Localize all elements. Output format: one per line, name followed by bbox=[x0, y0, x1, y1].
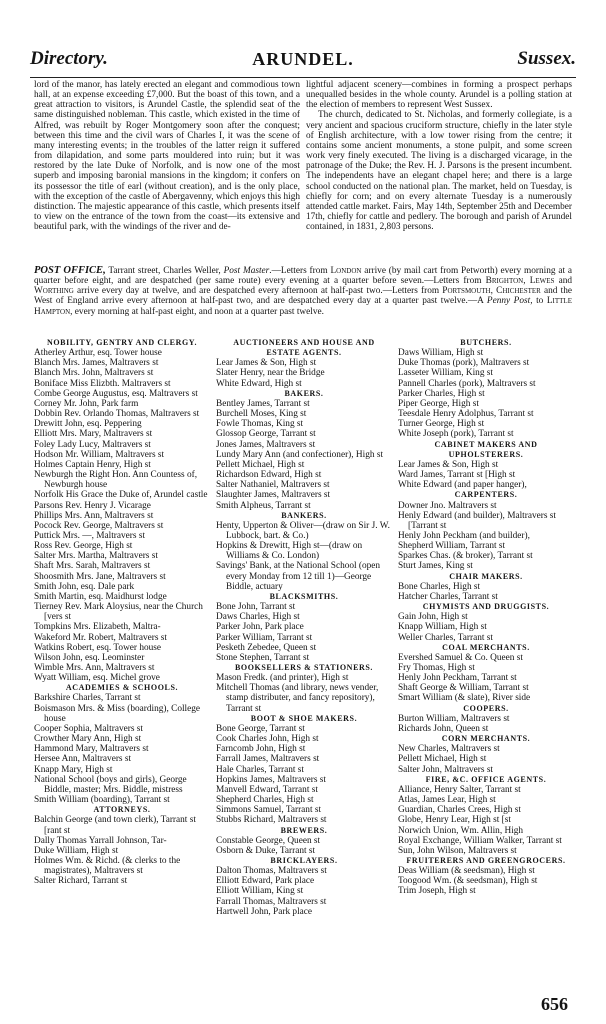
directory-entry: Royal Exchange, William Walker, Tarrant st bbox=[398, 835, 562, 846]
trade-heading: BANKERS. bbox=[281, 510, 327, 520]
directory-entry: Evershed Samuel & Co. Queen st bbox=[398, 652, 523, 663]
directory-entry: Hodson Mr. William, Maltravers st bbox=[34, 449, 165, 460]
directory-entry: Duke William, High st bbox=[34, 845, 119, 856]
post-office-text: to bbox=[532, 296, 547, 307]
trade-heading: AUCTIONEERS AND HOUSE AND ESTATE AGENTS. bbox=[233, 338, 375, 358]
trade-heading: BUTCHERS. bbox=[460, 338, 512, 347]
directory-entry: Dally Thomas Yarrall Johnson, Tar- bbox=[34, 835, 167, 846]
directory-entry: Shoosmith Mrs. Jane, Maltravers st bbox=[34, 571, 166, 582]
post-office-text: and the West of England arrive every afternoon at half-past two, and are despatched every day at a quarter past twelve.—A bbox=[34, 286, 572, 307]
directory-entry: Globe, Henry Lear, High st [st bbox=[398, 815, 511, 826]
directory-entry: Phillips Mrs. Ann, Maltravers st bbox=[34, 510, 154, 521]
directory-entry: Salter Richard, Tarrant st bbox=[34, 876, 128, 887]
trade-heading: FRUITERERS AND GREENGROCERS. bbox=[406, 855, 566, 865]
directory-entry: Constable George, Queen st bbox=[216, 835, 321, 846]
directory-entry: Slater Henry, near the Bridge bbox=[216, 368, 325, 379]
directory-entry: Cooper Sophia, Maltravers st bbox=[34, 723, 143, 734]
directory-entry: Bone John, Tarrant st bbox=[216, 602, 296, 613]
trade-heading: BLACKSMITHS. bbox=[269, 591, 339, 601]
trade-heading: FIRE, &C. OFFICE AGENTS. bbox=[425, 774, 547, 784]
directory-entry: Bone Charles, High st bbox=[398, 581, 481, 592]
directory-entry: Hartwell John, Park place bbox=[216, 906, 313, 917]
directory-entry: Knapp William, High st bbox=[398, 622, 487, 633]
directory-column-2 bbox=[216, 338, 392, 917]
directory-entry: Fry Thomas, High st bbox=[398, 663, 475, 673]
directory-entry: Elliott Edward, Park place bbox=[216, 876, 315, 887]
directory-entry: Pellett Michael, High st bbox=[216, 459, 305, 470]
trade-heading: COOPERS. bbox=[463, 703, 509, 713]
directory-entry: Savings' Bank, at the National School (open every Monday from 12 till 1)—George Biddle, actuary bbox=[216, 561, 381, 592]
directory-entry: Pocock Rev. George, Maltravers st bbox=[34, 520, 164, 531]
directory-entry: Richards John, Queen st bbox=[398, 723, 489, 734]
post-office-text: arrive (by mail cart from Petworth) every morning at a quarter before eight, and are despatched (per same route) every evening at a quarter before seven.—Letters from bbox=[34, 266, 573, 287]
directory-entry: Salter John, Maltravers st bbox=[398, 764, 494, 775]
directory-entry: Pellett Michael, High st bbox=[398, 754, 487, 765]
page-header bbox=[30, 48, 576, 72]
directory-entry: Newburgh the Right Hon. Ann Countess of, Newburgh house bbox=[34, 470, 198, 491]
directory-entry: Simmons Samuel, Tarrant st bbox=[216, 805, 322, 816]
directory-entry: Mitchell Thomas (and library, news vender, stamp distributer, and fancy repository), Tarrant st bbox=[216, 683, 379, 714]
directory-entry: Henly John Peckham (and builder), bbox=[398, 530, 530, 541]
directory-entry: Boniface Miss Elizbth. Maltravers st bbox=[34, 378, 171, 389]
trade-heading: CHAIR MAKERS. bbox=[449, 571, 523, 581]
page-number: 656 bbox=[541, 994, 568, 1014]
description-paragraph: lightful adjacent scenery—combines in forming a prospect perhaps unequalled besides in the whole county. Arundel is a polling station at the election of members to represent West Sussex. bbox=[306, 80, 572, 111]
header-rule bbox=[30, 77, 576, 78]
directory-entry: Burton William, Maltravers st bbox=[398, 713, 510, 724]
directory-entry: Weller Charles, Tarrant st bbox=[398, 632, 493, 643]
directory-entry: Boismason Mrs. & Miss (boarding), College house bbox=[34, 703, 201, 724]
post-office-text: Tarrant street, Charles Weller, bbox=[105, 266, 224, 276]
directory-entry: Barkshire Charles, Tarrant st bbox=[34, 693, 141, 704]
directory-entry: Hale Charles, Tarrant st bbox=[216, 764, 304, 775]
directory-entry: Farrall James, Maltravers st bbox=[216, 754, 320, 765]
trade-heading: CHYMISTS AND DRUGGISTS. bbox=[422, 602, 550, 612]
directory-entry: Shaft George & William, Tarrant st bbox=[398, 683, 529, 694]
directory-entry: Richardson Edward, High st bbox=[216, 470, 322, 481]
directory-entry: Glossop George, Tarrant st bbox=[216, 429, 316, 440]
directory-entry: Henly John Peckham, Tarrant st bbox=[398, 673, 517, 684]
directory-entry: Crowther Mary Ann, High st bbox=[34, 734, 142, 745]
directory-entry: Henty, Upperton & Oliver—(draw on Sir J. W. Lubbock, bart. & Co.) bbox=[216, 520, 390, 541]
trade-heading: NOBILITY, GENTRY AND CLERGY. bbox=[46, 338, 198, 347]
directory-entry: Holmes Wm. & Richd. (& clerks to the magistrates), Maltravers st bbox=[34, 855, 181, 877]
directory-entry: Wilson John, esq. Leominster bbox=[34, 652, 145, 663]
directory-entry: Watkins Robert, esq. Tower house bbox=[34, 642, 162, 653]
directory-entry: Smith John, esq. Dale park bbox=[34, 581, 135, 592]
trade-heading: ACADEMIES & SCHOOLS. bbox=[65, 683, 179, 693]
directory-entry: Salter Mrs. Martha, Maltravers st bbox=[34, 551, 158, 562]
directory-entry: Shepherd William, Tarrant st bbox=[398, 541, 506, 552]
directory-entry: Lear James & Son, High st bbox=[398, 459, 499, 470]
place-name: Brighton, Lewes bbox=[485, 276, 555, 287]
directory-entry: Bone George, Tarrant st bbox=[216, 723, 305, 734]
directory-entry: Corney Mr. John, Park farm bbox=[34, 398, 139, 409]
directory-entry: Downer Jno. Maltravers st bbox=[398, 500, 497, 511]
directory-entry: White Joseph (pork), Tarrant st bbox=[398, 429, 514, 440]
directory-entry: Manvell Edward, Tarrant st bbox=[216, 784, 318, 795]
directory-entry: Toogood Wm. (& seedsman), High st bbox=[398, 876, 538, 887]
directory-entry: Norwich Union, Wm. Allin, High bbox=[398, 825, 524, 836]
directory-entry: Burchell Moses, King st bbox=[216, 409, 307, 420]
directory-entry: Elliott Mrs. Mary, Maltravers st bbox=[34, 429, 153, 440]
directory-entry: Balchin George (and town clerk), Tarrant st [rant st bbox=[34, 815, 196, 836]
directory-entry: Piper George, High st bbox=[398, 398, 479, 409]
directory-entry: Knapp Mary, High st bbox=[34, 764, 113, 775]
post-office-text: arrive every day at twelve, and are despatched every afternoon at half-past two.—Letters from bbox=[73, 286, 443, 297]
directory-entry: Smith Alpheus, Tarrant st bbox=[216, 500, 311, 511]
directory-column-1 bbox=[34, 338, 210, 886]
header-left-title: Directory. bbox=[30, 48, 108, 69]
directory-entry: Blanch Mrs. John, Maltravers st bbox=[34, 368, 154, 379]
directory-entry: Puttick Mrs. —, Maltravers st bbox=[34, 530, 146, 541]
directory-entry: Atlas, James Lear, High st bbox=[398, 795, 496, 806]
trade-heading: ATTORNEYS. bbox=[93, 805, 151, 815]
directory-entry: Guardian, Charles Crees, High st bbox=[398, 805, 521, 816]
header-town-name: ARUNDEL. bbox=[252, 49, 354, 69]
directory-entry: Pesketh Zebedee, Queen st bbox=[216, 642, 317, 653]
directory-entry: Wimble Mrs. Ann, Maltravers st bbox=[34, 663, 155, 673]
directory-entry: Wyatt William, esq. Michel grove bbox=[34, 673, 160, 684]
directory-entry: Parker William, Tarrant st bbox=[216, 632, 313, 643]
header-county: Sussex. bbox=[517, 48, 576, 69]
directory-entry: Norfolk His Grace the Duke of, Arundel castle bbox=[34, 490, 208, 501]
directory-entry: Wakeford Mr. Robert, Maltravers st bbox=[34, 632, 167, 643]
trade-heading: BRICKLAYERS. bbox=[270, 855, 338, 865]
directory-entry: Parker Charles, High st bbox=[398, 388, 485, 399]
description-right-column bbox=[306, 80, 572, 232]
directory-entry: Trim Joseph, High st bbox=[398, 886, 476, 897]
directory-entry: New Charles, Maltravers st bbox=[398, 744, 500, 755]
directory-entry: Teesdale Henry Adolphus, Tarrant st bbox=[398, 409, 534, 420]
directory-entry: Tompkins Mrs. Elizabeth, Maltra- bbox=[34, 622, 161, 633]
directory-entry: Hopkins & Drewitt, High st—(draw on Williams & Co. London) bbox=[216, 541, 363, 562]
directory-entry: Duke Thomas (pork), Maltravers st bbox=[398, 358, 530, 369]
directory-entry: Alliance, Henry Salter, Tarrant st bbox=[398, 784, 521, 795]
directory-entry: National School (boys and girls), George Biddle, master; Mrs. Biddle, mistress bbox=[34, 774, 187, 795]
post-office-text: and bbox=[554, 276, 573, 287]
directory-entry: Daws William, High st bbox=[398, 348, 484, 359]
penny-post-label: Penny Post, bbox=[486, 296, 533, 307]
directory-entry: Hatcher Charles, Tarrant st bbox=[398, 591, 498, 602]
directory-entry: Smart William (& slate), River side bbox=[398, 693, 531, 704]
directory-entry: Blanch Mrs. James, Maltravers st bbox=[34, 358, 159, 369]
directory-entry: Daws Charles, High st bbox=[216, 612, 300, 623]
directory-entry: Combe George Augustus, esq. Maltravers st bbox=[34, 388, 198, 399]
directory-entry: Salter Nathaniel, Maltravers st bbox=[216, 480, 330, 491]
directory-entry: Shaft Mrs. Sarah, Maltravers st bbox=[34, 561, 151, 572]
trade-heading: CARPENTERS. bbox=[454, 490, 518, 500]
directory-entry: Turner George, High st bbox=[398, 419, 485, 430]
directory-entry: Sun, John Wilson, Maltravers st bbox=[398, 845, 517, 856]
directory-entry: Stubbs Richard, Maltravers st bbox=[216, 815, 327, 826]
directory-entry: Ross Rev. George, High st bbox=[34, 541, 133, 552]
trade-heading: BREWERS. bbox=[280, 825, 328, 835]
directory-column-3 bbox=[398, 338, 574, 897]
directory-entry: Parker John, Park place bbox=[216, 622, 304, 633]
directory-entry: Stone Stephen, Tarrant st bbox=[216, 652, 310, 663]
directory-entry: Hopkins James, Maltravers st bbox=[216, 774, 326, 785]
directory-entry: Pannell Charles (pork), Maltravers st bbox=[398, 378, 536, 389]
trade-heading: BAKERS. bbox=[284, 388, 324, 398]
directory-entry: Lasseter William, King st bbox=[398, 368, 493, 379]
place-name: London bbox=[330, 266, 362, 276]
directory-entry: Cook Charles John, High st bbox=[216, 734, 319, 745]
directory-entry: Henly Edward (and builder), Maltravers st [Tarrant st bbox=[398, 510, 556, 531]
directory-entry: Dalton Thomas, Maltravers st bbox=[216, 866, 327, 877]
trade-heading: BOOT & SHOE MAKERS. bbox=[250, 713, 358, 723]
directory-entry: Smith William (boarding), Tarrant st bbox=[34, 795, 170, 806]
directory-entry: Smith Martin, esq. Maidhurst lodge bbox=[34, 591, 167, 602]
directory-entry: Ward James, Tarrant st [High st bbox=[398, 470, 516, 481]
place-name: Little Hampton bbox=[34, 296, 572, 317]
directory-entry: Parsons Rev. Henry J. Vicarage bbox=[34, 500, 151, 511]
post-office-text: , every morning at half-past eight, and noon at a quarter past twelve. bbox=[70, 306, 324, 317]
directory-entry: Hammond Mary, Maltravers st bbox=[34, 744, 149, 755]
post-office-text: .—Letters from bbox=[269, 266, 331, 276]
directory-entry: Dobbin Rev. Orlando Thomas, Maltravers st bbox=[34, 409, 200, 420]
directory-entry: Farrall Thomas, Maltravers st bbox=[216, 896, 327, 907]
description-paragraph: lord of the manor, has lately erected an elegant and commodious town hall, at an expense exceeding £7,000. But the boast of this town, and a great attraction to visitors, is Arundel Castle, the splendid seat of the same distinguished nobleman. This castle, which existed in the time of Alfred, was rebuilt by Roger Montgomery soon after the conquest; between this time and the civil wars of Charles I, it was the scene of many interesting events; in the troubles of the latter reign it suffered from dilapidation, and some parts mouldered into ruin; but it was restored by the late Duke of Norfolk, and is now one of the most superb and imposing baronial mansions in the kingdom; it confers on its possessor the title of earl (without creation), and is the only place, with the exception of the castle of Abergavenny, which enjoys this high distinction. The majestic appearance of this castle, which presents itself to view on the entrance of the town from the coast—its extensive and beautiful park, with the windings of the river and de- bbox=[34, 80, 300, 233]
directory-entry: Fowle Thomas, King st bbox=[216, 419, 304, 430]
place-name: Portsmouth, Chichester bbox=[442, 286, 541, 297]
trade-directory-columns bbox=[34, 338, 574, 988]
directory-entry: Farncomb John, High st bbox=[216, 744, 306, 755]
trade-heading: COAL MERCHANTS. bbox=[442, 642, 530, 652]
directory-entry: Mason Fredk. (and printer), High st bbox=[216, 673, 349, 684]
directory-entry: Foley Lady Lucy, Maltravers st bbox=[34, 439, 151, 450]
trade-heading: CABINET MAKERS AND UPHOLSTERERS. bbox=[434, 439, 538, 459]
directory-entry: White Edward, High st bbox=[216, 378, 302, 389]
post-office-heading: POST OFFICE, bbox=[34, 265, 106, 276]
trade-heading: BOOKSELLERS & STATIONERS. bbox=[234, 663, 374, 672]
directory-entry: White Edward (and paper hanger), bbox=[398, 480, 527, 491]
post-master-title: Post Master bbox=[223, 266, 270, 276]
directory-entry: Jones James, Maltravers st bbox=[216, 439, 316, 450]
directory-entry: Sparkes Chas. (& broker), Tarrant st bbox=[398, 551, 533, 562]
directory-entry: Tierney Rev. Mark Aloysius, near the Church [vers st bbox=[34, 602, 203, 623]
directory-entry: Lundy Mary Ann (and confectioner), High st bbox=[216, 449, 384, 460]
directory-entry: Gain John, High st bbox=[398, 612, 468, 623]
directory-entry: Slaughter James, Maltravers st bbox=[216, 490, 331, 501]
place-name: Worthing bbox=[34, 286, 74, 297]
post-office-paragraph bbox=[34, 266, 572, 317]
trade-heading: CORN MERCHANTS. bbox=[441, 734, 531, 744]
directory-entry: Osborn & Duke, Tarrant st bbox=[216, 845, 316, 856]
directory-entry: Shepherd Charles, High st bbox=[216, 795, 314, 806]
directory-entry: Lear James & Son, High st bbox=[216, 358, 317, 369]
directory-entry: Deas William (& seedsman), High st bbox=[398, 866, 535, 877]
directory-entry: Holmes Captain Henry, High st bbox=[34, 459, 151, 470]
directory-entry: Drewitt John, esq. Peppering bbox=[34, 419, 142, 430]
directory-entry: Elliott William, King st bbox=[216, 886, 304, 897]
directory-entry: Sturt James, King st bbox=[398, 561, 473, 572]
directory-entry: Bentley James, Tarrant st bbox=[216, 398, 310, 409]
directory-entry: Hersee Ann, Maltravers st bbox=[34, 754, 132, 765]
church-paragraph: The church, dedicated to St. Nicholas, and formerly collegiate, is a very ancient and spacious cruciform structure, chiefly in the later style of English architecture, with a low tower rising from the centre; it contains some ancient monuments, a stone pulpit, and some screen work very finely executed. The living is a discharged vicarage, in the patronage of the Duke; the Rev. H. J. Parsons is the present incumbent. The independents have an elegant chapel here; and there is a large school conducted on the national plan. The market, held on Tuesday, is chiefly for corn; and on every alternate Tuesday is a numerously attended cattle market. Fairs, May 14th, September 25th and December 17th, chiefly for cattle and pedlery. The borough and parish of Arundel contained, in 1831, 2,803 persons. bbox=[306, 110, 572, 233]
directory-entry: Atherley Arthur, esq. Tower house bbox=[34, 348, 162, 359]
description-left-column bbox=[34, 80, 300, 232]
